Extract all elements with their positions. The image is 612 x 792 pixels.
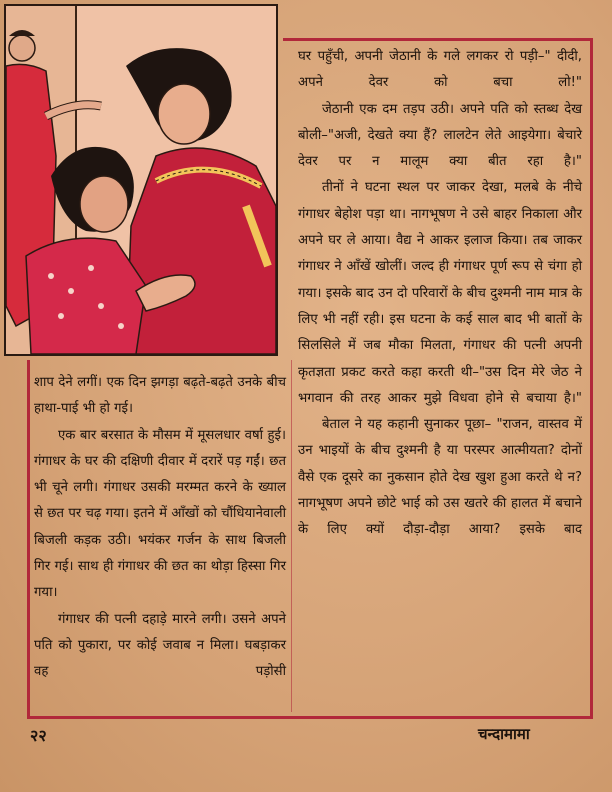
paragraph: गंगाधर की पत्नी दहाड़े मारने लगी। उसने अपने पति को पुकारा, पर कोई जवाब न मिला। घबड़ाकर वह पड़ोसी: [34, 611, 286, 680]
frame-top-line: [283, 38, 593, 41]
paragraph: शाप देने लगीं। एक दिन झगड़ा बढ़ते-बढ़ते उनके बीच हाथा-पाई भी हो गई।: [34, 375, 286, 417]
paragraph: तीनों ने घटना स्थल पर जाकर देखा, मलबे के नीचे गंगाधर बेहोश पड़ा था। नागभूषण ने उसे बाहर निकाला और अपने घर ले आया। वैद्य ने आकर इलाज किया। तब जाकर गंगाधर ने आँखें खोलीं। जल्द ही गंगाधर पूर्ण रूप से चंगा हो गया। इसके बाद उन दो परिवारों के बीच दुश्मनी नाम मात्र के लिए भी नहीं रही। इस घटना के कई साल बाद भी बातों के सिलसिले में जब मौका मिलता, गंगाधर की पत्नी अपनी कृतज्ञता प्रकट करते कहा करती थी–"उस दिन मेरे जेठ ने भगवान की तरह आकर मुझे विधवा होने से बचाया है।": [298, 180, 582, 406]
frame-bottom-line: [27, 716, 593, 719]
paragraph: एक बार बरसात के मौसम में मूसलधार वर्षा हुई। गंगाधर के घर की दक्षिणी दीवार में दरारें पड़ गईं। छत भी चूने लगी। गंगाधर उसकी मरम्मत करने के ख्याल से छत पर चढ़ गया। इतने में आँखों को चौंधियानेवाली बिजली कड़क उठी। भयंकर गर्जन के साथ बिजली गिर गई। साथ ही गंगाधर की छत का थोड़ा हिस्सा गिर गया।: [34, 427, 286, 601]
story-illustration: [4, 4, 278, 356]
frame-left-line: [27, 360, 30, 718]
page-number: २२: [30, 726, 47, 745]
left-text-column: [34, 370, 286, 686]
paragraph: घर पहुँची, अपनी जेठानी के गले लगकर रो पड़ी–" दीदी, अपने देवर को बचा लो!": [298, 49, 582, 91]
paragraph: जेठानी एक दम तड़प उठी। अपने पति को स्तब्ध देख बोली–"अजी, देखते क्या हैं? लालटेन लेते आइयेगा। बेचारे देवर पर न मालूम क्या बीत रहा है।": [298, 101, 582, 170]
magazine-name: चन्दामामा: [478, 725, 530, 743]
paragraph: बेताल ने यह कहानी सुनाकर पूछा– "राजन, वास्तव में उन भाइयों के बीच दुश्मनी है या परस्पर आत्मीयता? दोनों वैसे एक दूसरे का नुकसान होते देख खुश हुआ करते थे न? नागभूषण अपने छोटे भाई को उस खतरे की हालत में बचाने के लिए क्यों दौड़ा-दौड़ा आया? इसके बाद: [298, 417, 582, 538]
column-divider: [291, 360, 292, 712]
frame-right-line: [590, 38, 593, 718]
right-text-column: [298, 44, 582, 544]
